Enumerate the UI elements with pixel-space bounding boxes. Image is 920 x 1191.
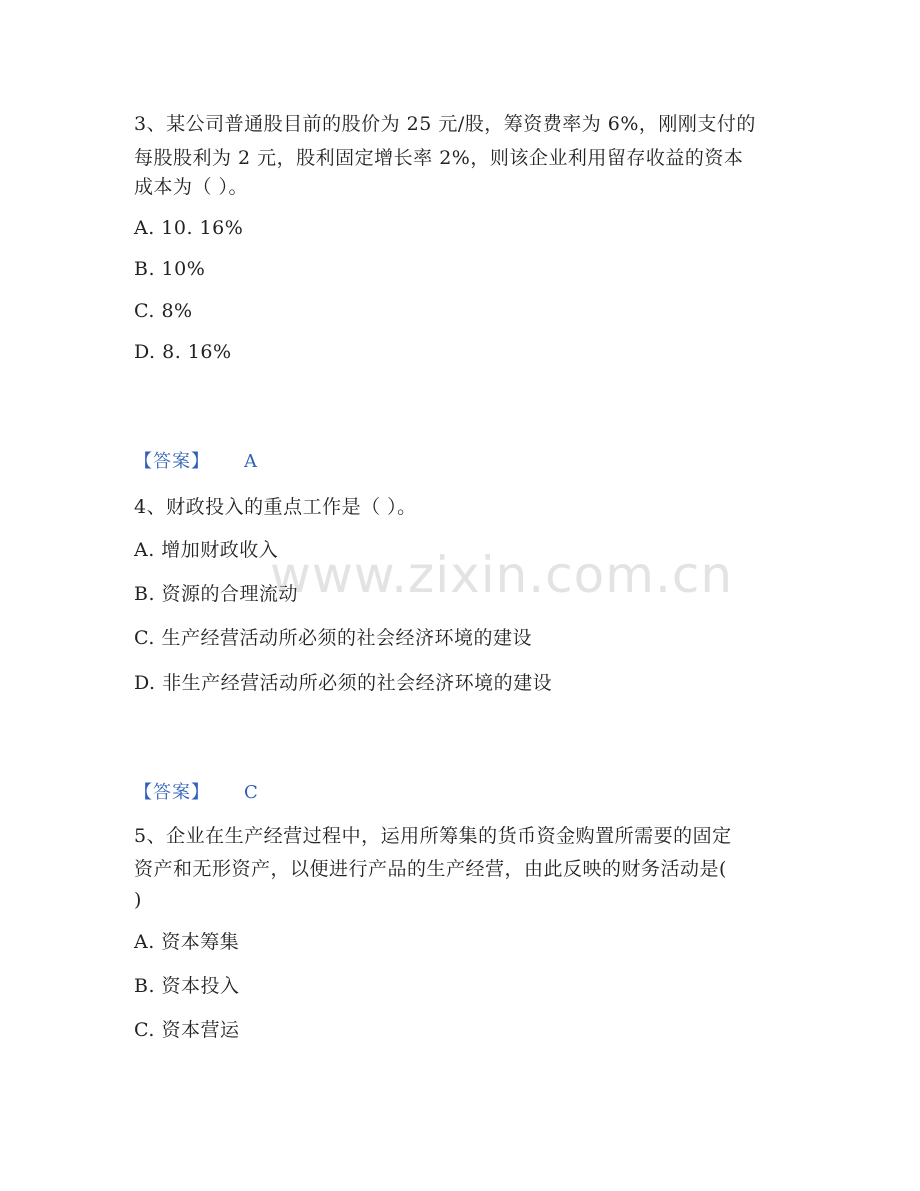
question-4-stem-line-1: 4、财政投入的重点工作是（ ）。 <box>134 496 417 518</box>
answer-value: A <box>244 451 257 472</box>
question-3-stem-line-3: 成本为（ ）。 <box>134 176 249 198</box>
question-4-option-d: D. 非生产经营活动所必须的社会经济环境的建设 <box>134 672 553 694</box>
question-5-option-c: C. 资本营运 <box>134 1019 240 1041</box>
question-4-option-c: C. 生产经营活动所必须的社会经济环境的建设 <box>134 627 532 649</box>
answer-label: 【答案】 <box>134 451 210 472</box>
question-4-option-b: B. 资源的合理流动 <box>134 583 299 605</box>
question-3-option-d: D. 8. 16% <box>134 341 232 363</box>
question-3-option-c: C. 8% <box>134 300 193 322</box>
question-3-stem-line-2: 每股股利为 2 元，股利固定增长率 2%，则该企业利用留存收益的资本 <box>134 147 744 169</box>
question-5-option-a: A. 资本筹集 <box>134 931 240 953</box>
answer-value: C <box>244 782 258 803</box>
answer-label: 【答案】 <box>134 782 210 803</box>
question-3-stem-line-1: 3、某公司普通股目前的股价为 25 元/股，筹资费率为 6%，刚刚支付的 <box>134 113 756 135</box>
question-5-option-b: B. 资本投入 <box>134 975 240 997</box>
question-5-stem-line-3: ) <box>134 889 142 911</box>
question-5-stem-line-1: 5、企业在生产经营过程中，运用所筹集的货币资金购置所需要的固定 <box>134 825 732 847</box>
question-4-answer <box>134 781 258 805</box>
question-5-stem-line-2: 资产和无形资产，以便进行产品的生产经营，由此反映的财务活动是( <box>134 858 727 880</box>
question-4-option-a: A. 增加财政收入 <box>134 539 279 561</box>
question-3-answer <box>134 450 257 474</box>
question-3-option-b: B. 10% <box>134 258 206 280</box>
question-3-option-a: A. 10. 16% <box>134 217 244 239</box>
watermark-text: www.zixin.com.cn <box>270 546 734 604</box>
